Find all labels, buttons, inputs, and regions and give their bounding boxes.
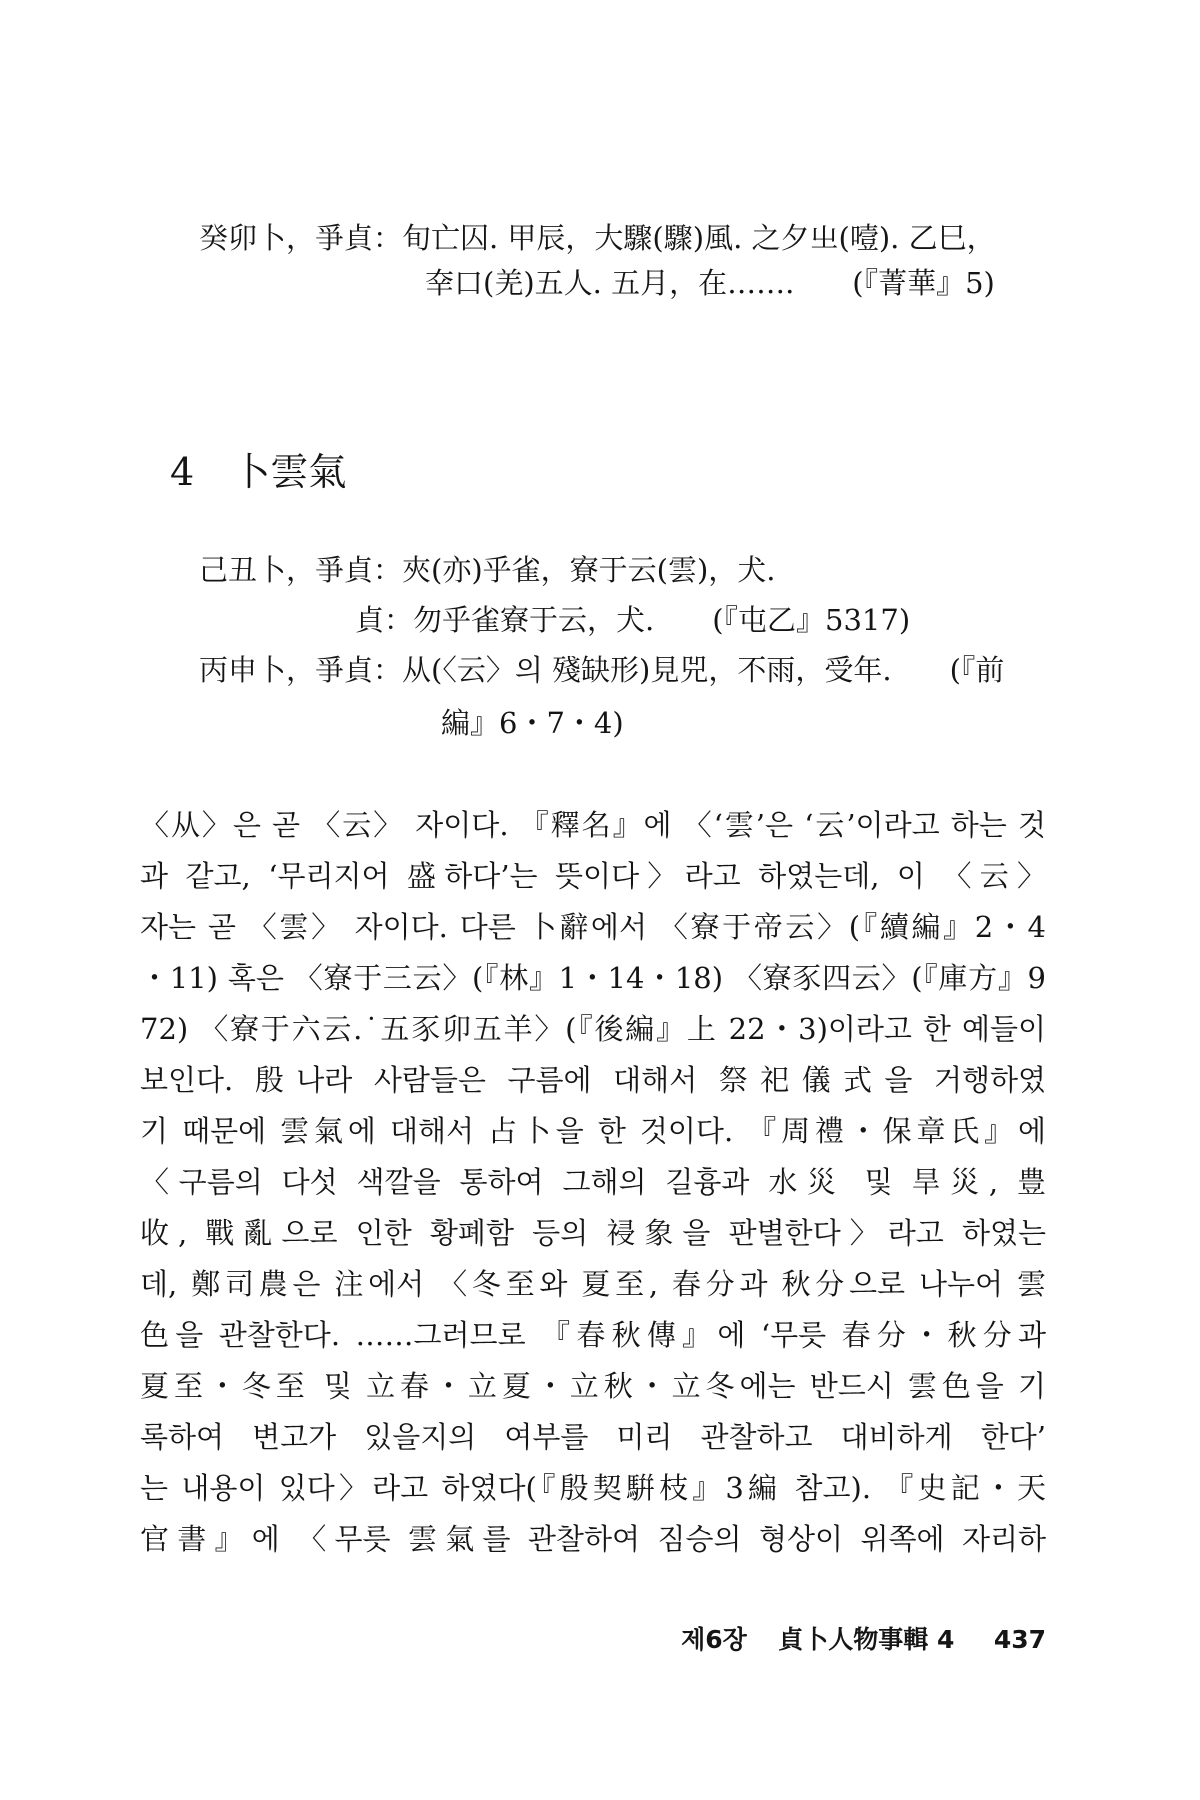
quote-2-line-1: 己丑卜，爭貞：夾(亦)乎雀，寮于云(雲)，犬. (199, 553, 776, 587)
quote-2-line-4: 編』6・7・4) (441, 706, 624, 740)
body-line: 과 같고, ‘무리지어 盛하다’는 뜻이다〉라고 하였는데, 이 〈云〉 (140, 859, 1046, 893)
body-line: 록하여 변고가 있을지의 여부를 미리 관찰하고 대비하게 한다’ (140, 1420, 1046, 1454)
body-line: 기 때문에 雲氣에 대해서 占卜을 한 것이다. 『周禮・保章氏』에 (140, 1114, 1046, 1148)
page-number: 437 (993, 1625, 1046, 1654)
quote-1-line-2: 㚔口(羌)五人. 五月，在……. (『菁華』5) (425, 266, 995, 300)
body-line: 色을 관찰한다. ……그러므로 『春秋傳』에 ‘무릇 春分・秋分과 (140, 1318, 1046, 1352)
footer-chapter: 제6장 (681, 1625, 747, 1654)
quote-2-line-3: 丙申卜，爭貞：从(〈云〉의 殘缺形)見兕，不雨，受年. (『前 (199, 653, 1005, 687)
page-footer (681, 1620, 1046, 1660)
body-line: 는 내용이 있다〉라고 하였다(『殷契騈枝』3編 참고). 『史記・天 (140, 1471, 1046, 1505)
quote-2-line-2: 貞：勿乎雀寮于云，犬. (『屯乙』5317) (355, 603, 911, 637)
body-line: 보인다. 殷나라 사람들은 구름에 대해서 祭祀儀式을 거행하였 (140, 1063, 1046, 1097)
body-line: 收, 戰亂으로 인한 황폐함 등의 祲象을 판별한다〉라고 하였는 (140, 1216, 1046, 1250)
quote-1-line-1: 癸卯卜，爭貞：旬亡囚. 甲辰，大驟(驟)風. 之夕㞢(噎). 乙巳， (199, 221, 996, 255)
footer-title: 貞卜人物事輯 4 (778, 1625, 955, 1654)
body-line: 자는 곧 〈雲〉 자이다. 다른 卜辭에서 〈寮于帝云〉(『續編』2・4 (140, 910, 1046, 944)
body-line: 〈从〉은 곧 〈云〉 자이다. 『釋名』에 〈‘雲’은 ‘云’이라고 하는 것 (140, 808, 1046, 842)
section-heading (170, 448, 346, 496)
body-line: 72) 〈寮于六云.˙五豕卯五羊〉(『後編』上 22・3)이라고 한 예들이 (140, 1012, 1046, 1046)
section-number: 4 (170, 450, 195, 494)
body-line: 官書』에 〈무릇 雲氣를 관찰하여 짐승의 형상이 위쪽에 자리하 (140, 1522, 1046, 1556)
section-title: 卜雲氣 (232, 450, 347, 494)
body-line: ・11) 혹은 〈寮于三云〉(『林』1・14・18) 〈寮豕四云〉(『庫方』9 (140, 961, 1046, 995)
body-line: 〈구름의 다섯 색깔을 통하여 그해의 길흉과 水災 및 旱災, 豊 (140, 1165, 1046, 1199)
body-line: 夏至・冬至 및 立春・立夏・立秋・立冬에는 반드시 雲色을 기 (140, 1369, 1046, 1403)
body-line: 데, 鄭司農은 注에서 〈冬至와 夏至, 春分과 秋分으로 나누어 雲 (140, 1267, 1046, 1301)
